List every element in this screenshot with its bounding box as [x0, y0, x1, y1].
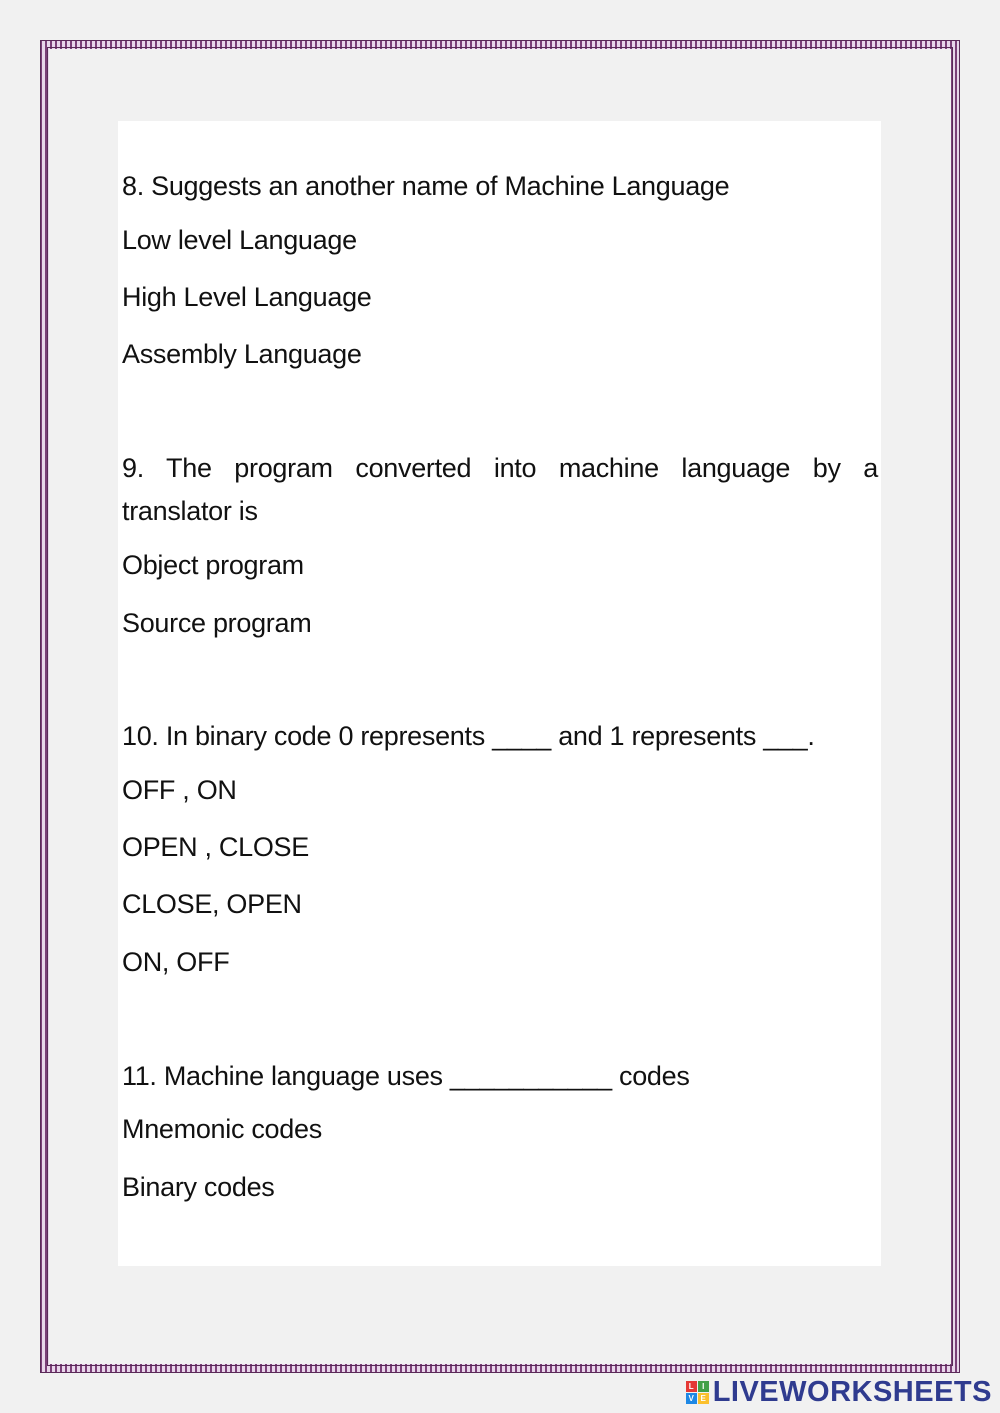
- question-10-option-2[interactable]: OPEN , CLOSE: [122, 832, 309, 862]
- question-9-prompt-line-1: 9. The program converted into machine language by a: [122, 453, 878, 483]
- question-10-option-1[interactable]: OFF , ON: [122, 775, 237, 805]
- logo-letter: E: [698, 1393, 709, 1404]
- question-10-prompt: 10. In binary code 0 represents ____ and 1 represents ___.: [122, 721, 815, 751]
- question-11-prompt: 11. Machine language uses ___________ codes: [122, 1061, 690, 1091]
- question-8-option-2[interactable]: High Level Language: [122, 282, 372, 312]
- question-8-prompt: 8. Suggests an another name of Machine Language: [122, 171, 730, 201]
- logo-letter: L: [686, 1381, 697, 1392]
- question-8-option-1[interactable]: Low level Language: [122, 225, 357, 255]
- logo-letter: V: [686, 1393, 697, 1404]
- question-10-option-4[interactable]: ON, OFF: [122, 947, 230, 977]
- question-10-option-3[interactable]: CLOSE, OPEN: [122, 889, 302, 919]
- logo-letter: I: [698, 1381, 709, 1392]
- liveworksheets-logo-icon: [686, 1381, 709, 1404]
- question-8-option-3[interactable]: Assembly Language: [122, 339, 362, 369]
- question-11-option-1[interactable]: Mnemonic codes: [122, 1114, 322, 1144]
- question-11-option-2[interactable]: Binary codes: [122, 1172, 275, 1202]
- liveworksheets-brand[interactable]: [686, 1375, 992, 1409]
- question-9-prompt-line-2: translator is: [122, 496, 258, 526]
- question-9-option-1[interactable]: Object program: [122, 550, 304, 580]
- question-9-option-2[interactable]: Source program: [122, 608, 312, 638]
- brand-name: LIVEWORKSHEETS: [712, 1375, 992, 1408]
